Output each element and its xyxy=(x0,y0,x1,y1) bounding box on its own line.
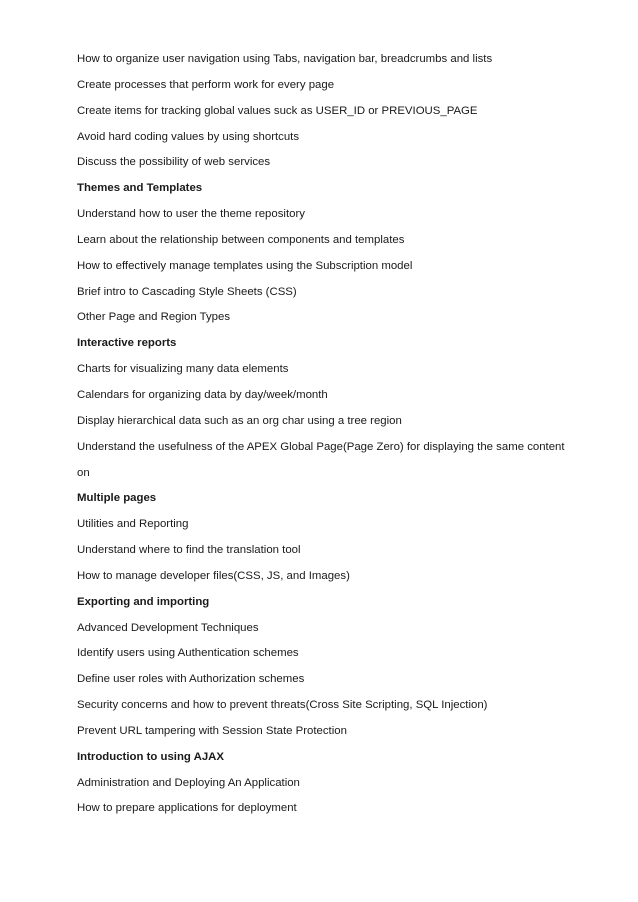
text-line: Charts for visualizing many data elements xyxy=(77,363,289,376)
text-line: on xyxy=(77,466,90,479)
text-line: Identify users using Authentication schemes xyxy=(77,647,299,660)
section-heading: Interactive reports xyxy=(77,337,177,350)
text-line: How to prepare applications for deployment xyxy=(77,802,297,815)
text-line: Utilities and Reporting xyxy=(77,518,189,531)
text-line: How to organize user navigation using Tabs, navigation bar, breadcrumbs and lists xyxy=(77,53,493,65)
text-line: Avoid hard coding values by using shortcuts xyxy=(77,130,300,143)
text-line: Define user roles with Authorization schemes xyxy=(77,673,305,686)
text-line: Security concerns and how to prevent threats(Cross Site Scripting, SQL Injection) xyxy=(77,699,488,712)
text-line: How to manage developer files(CSS, JS, and Images) xyxy=(77,569,350,582)
section-heading: Themes and Templates xyxy=(77,182,203,195)
text-line: Display hierarchical data such as an org char using a tree region xyxy=(77,414,402,427)
text-line: Understand where to find the translation tool xyxy=(77,544,301,557)
text-line: Prevent URL tampering with Session State Protection xyxy=(77,724,347,737)
text-line: Advanced Development Techniques xyxy=(77,621,259,634)
text-line: Discuss the possibility of web services xyxy=(77,156,271,169)
text-line: Create processes that perform work for every page xyxy=(77,78,335,91)
section-heading: Multiple pages xyxy=(77,492,157,505)
text-line: Administration and Deploying An Application xyxy=(77,776,300,789)
text-line: Calendars for organizing data by day/week/month xyxy=(77,388,328,401)
text-line: How to effectively manage templates using the Subscription model xyxy=(77,259,413,272)
text-line: Learn about the relationship between components and templates xyxy=(77,233,405,246)
section-heading: Introduction to using AJAX xyxy=(77,750,225,763)
text-line: Understand how to user the theme repository xyxy=(77,208,305,221)
text-line: Brief intro to Cascading Style Sheets (CSS) xyxy=(77,285,297,298)
text-line: Other Page and Region Types xyxy=(77,311,231,324)
text-line: Understand the usefulness of the APEX Global Page(Page Zero) for displaying the same content xyxy=(77,440,565,453)
text-line: Create items for tracking global values suck as USER_ID or PREVIOUS_PAGE xyxy=(77,104,478,117)
section-heading: Exporting and importing xyxy=(77,595,210,608)
document-body xyxy=(77,49,617,824)
